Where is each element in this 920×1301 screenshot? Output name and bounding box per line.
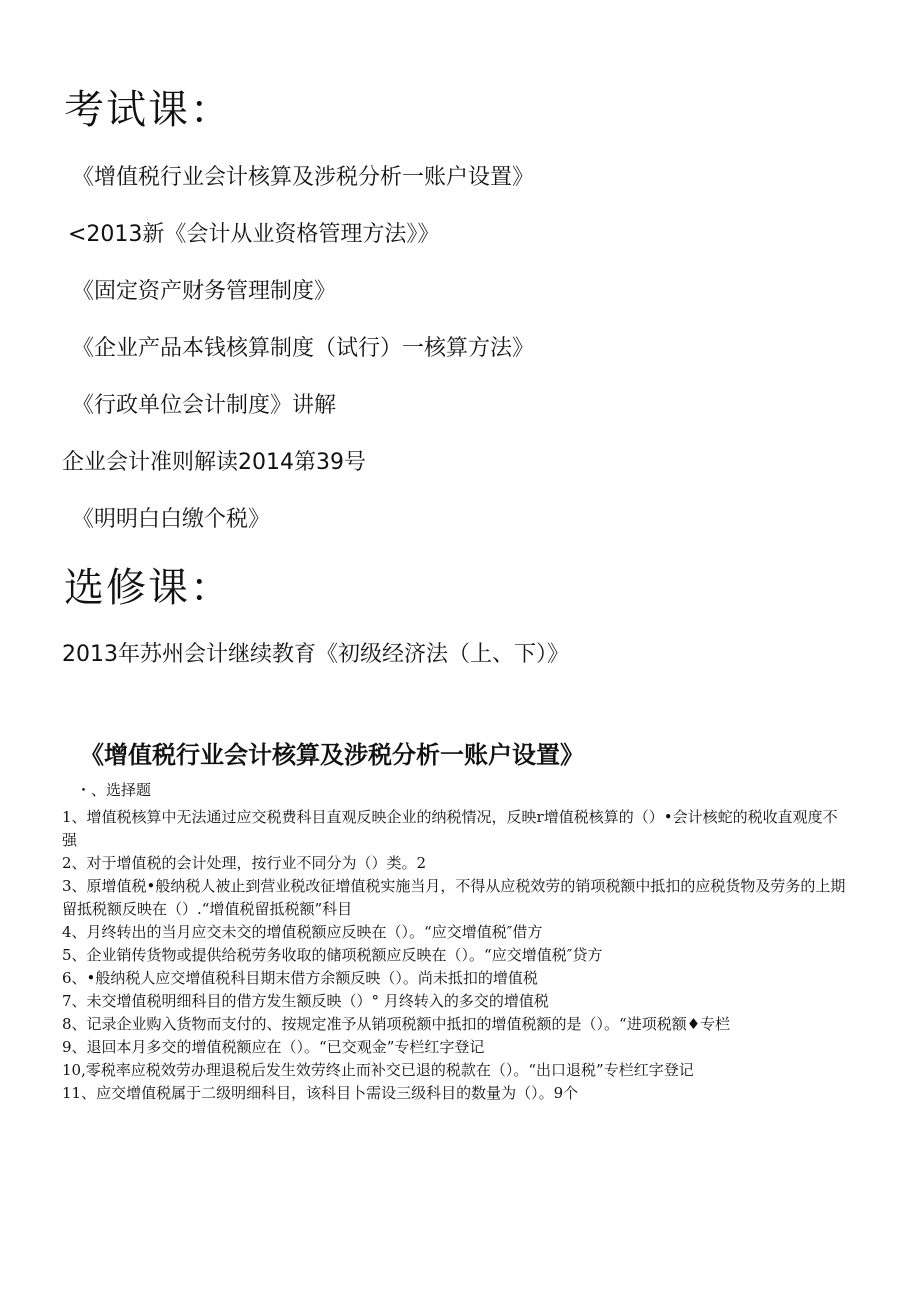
elective-courses-heading: 选修课： [64,565,232,611]
question-item: 5、企业销传货物或提供给税劳务收取的储项税额应反映在（）。“应交增值税″贷方 [62,946,603,964]
question-item: 6、•般纳税人应交增值税科目期末借方余额反映（）。尚未抵扣的增值税 [62,969,538,987]
question-item: 4、月终转出的当月应交未交的增值税额应反映在（）。“应交增值税″借方 [62,923,543,941]
question-item: 11、应交增值税属于二级明细科目，该科目卜需设三级科目的数量为（）。9个 [62,1084,579,1102]
required-courses-heading: 考试课： [64,87,232,133]
course-item: 《行政单位会计制度》讲解 [72,393,337,418]
course-item: 企业会计准则解读2014第39号 [62,450,366,475]
question-item: 2、对于增值税的会计处理，按行业不同分为（）类。2 [62,854,427,872]
question-item: 3、原增值税•般纳税人被止到营业税改征增值税实施当月，不得从应税效劳的销项税额中抵扣的应税货物及劳务的上期留抵税额反映在（）.“增值税留抵税额”科目 [62,877,846,918]
question-item: 10,零税率应税效劳办理退税后发生效劳终止而补交已退的税款在（）。“出口退税”专栏红字登记 [62,1061,694,1079]
question-item: 1、增值税核算中无法通过应交税费科目直观反映企业的纳税情况，反映r增值税核算的（）•会计核蛇的税收直观度不强 [62,808,838,849]
course-item: 《固定资产财务管理制度》 [72,279,337,304]
course-item: 《企业产品本钱核算制度（试行）一核算方法》 [72,336,535,361]
question-item: 9、退回本月多交的增值税额应在（）。“已交观金”专栏红字登记 [62,1038,485,1056]
question-item: 8、记录企业购入货物而支付的、按规定准予从销项税额中抵扣的增值税额的是（）。“进项税额♦专栏 [62,1015,731,1033]
elective-course-item: 2013年苏州会计继续教育《初级经济法（上、下）》 [62,642,569,667]
choice-questions-heading: ・、选择题 [76,781,152,799]
question-item: 7、未交增值税明细科目的借方发生额反映（）° 月终转入的多交的增值税 [62,992,549,1010]
course-item: 《增值税行业会计核算及涉税分析一账户设置》 [72,165,535,190]
section-title: 《增值税行业会计核算及涉税分析一账户设置》 [80,740,584,769]
course-item: <2013新《会计从业资格管理方法》》 [68,222,440,247]
course-item: 《明明白白缴个税》 [72,507,271,532]
question-list [62,806,852,1105]
